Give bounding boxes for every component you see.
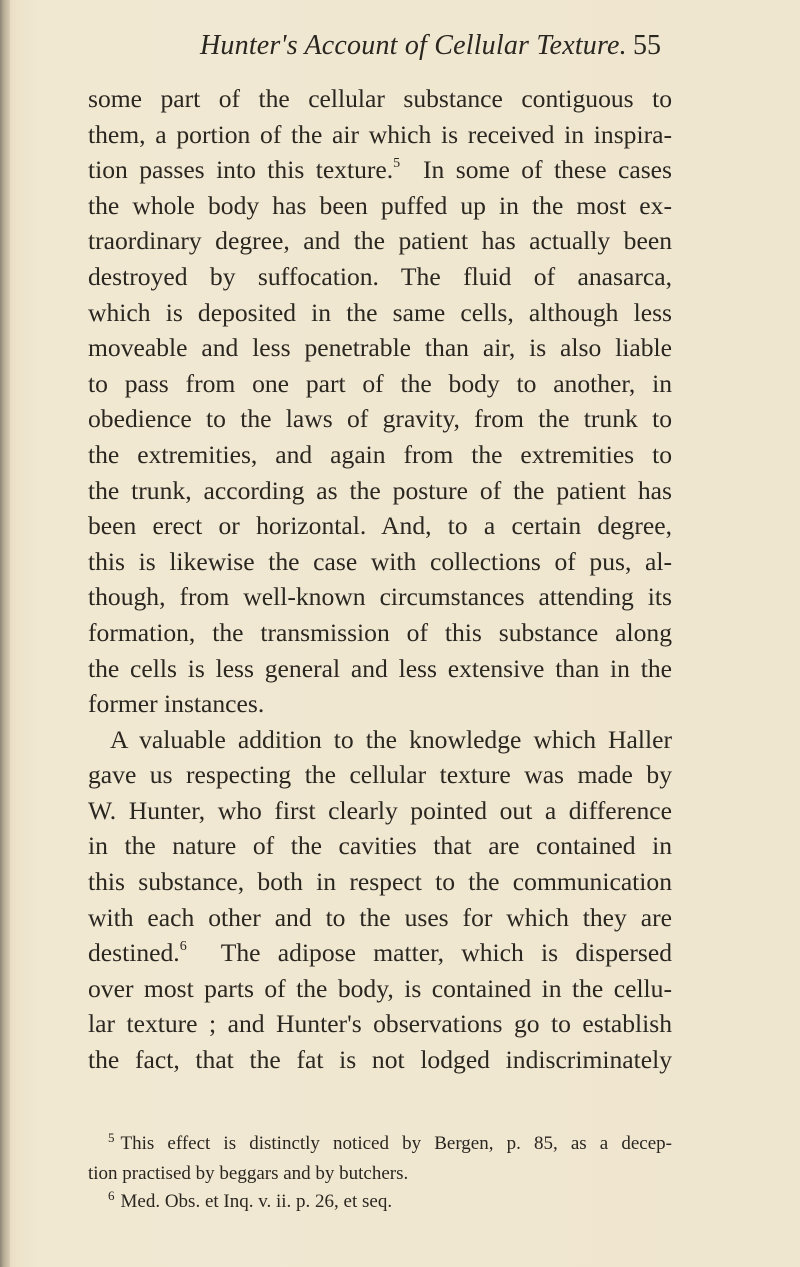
- running-title: Hunter's Account of Cellular Texture.: [200, 30, 627, 61]
- text-segment: In some of these cases: [423, 155, 672, 185]
- text-line: former instances.: [88, 689, 265, 719]
- text-line: though, from well-known circumstances attending its: [88, 582, 672, 612]
- text-line: lar texture ; and Hunter's observations go to establish: [88, 1009, 672, 1039]
- footnote-5-continued: tion practised by beggars and by butchers.: [88, 1162, 409, 1184]
- text-line: destroyed by suffocation. The fluid of anasarca,: [88, 261, 672, 291]
- footnote-mark: 6: [108, 1188, 115, 1203]
- text-line: the fact, that the fat is not lodged indiscriminately: [88, 1045, 672, 1075]
- footnote-6: [88, 1188, 672, 1218]
- footnote-text: This effect is distinctly noticed by Bergen, p. 85, as a decep-: [120, 1133, 672, 1154]
- text-line: [88, 935, 672, 971]
- text-line: moveable and less penetrable than air, is also liable: [88, 333, 672, 363]
- text-line: A valuable addition to the knowledge which Haller: [110, 724, 672, 754]
- text-line: some part of the cellular substance contiguous to: [88, 84, 672, 113]
- body-text: [88, 81, 672, 1078]
- text-line: the cells is less general and less extensive than in the: [88, 653, 672, 683]
- text-line: the whole body has been puffed up in the most ex-: [88, 190, 672, 220]
- footnote-mark: 5: [108, 1130, 115, 1145]
- text-line: W. Hunter, who first clearly pointed out a difference: [88, 795, 672, 825]
- text-line: the trunk, according as the posture of the patient has: [88, 475, 672, 505]
- footnotes: [88, 1130, 672, 1218]
- page-number: 55: [633, 30, 661, 61]
- text-line: been erect or horizontal. And, to a certain degree,: [88, 511, 672, 541]
- text-line: in the nature of the cavities that are contained in: [88, 831, 672, 861]
- text-line: obedience to the laws of gravity, from the trunk to: [88, 404, 672, 434]
- footnote-5: [88, 1130, 672, 1160]
- text-line: gave us respecting the cellular texture was made by: [88, 760, 672, 790]
- text-line: which is deposited in the same cells, although less: [88, 297, 672, 327]
- text-line: them, a portion of the air which is received in inspira-: [88, 119, 672, 149]
- footnote-ref-6: 6: [179, 938, 187, 954]
- text-line: formation, the transmission of this substance along: [88, 617, 672, 647]
- text-line: this substance, both in respect to the communication: [88, 867, 672, 897]
- text-segment: The adipose matter, which is dispersed: [220, 938, 672, 968]
- text-segment: destined.: [88, 938, 180, 968]
- footnote-ref-5: 5: [393, 155, 401, 171]
- text-line: the extremities, and again from the extremities to: [88, 439, 672, 469]
- footnote-text: Med. Obs. et Inq. v. ii. p. 26, et seq.: [120, 1191, 393, 1212]
- text-line: traordinary degree, and the patient has actually been: [88, 226, 672, 256]
- page-header: [200, 30, 660, 70]
- text-line: over most parts of the body, is contained in the cellu-: [88, 973, 672, 1003]
- text-line: [88, 152, 672, 188]
- text-segment: tion passes into this texture.: [88, 155, 394, 185]
- text-line: with each other and to the uses for which they are: [88, 902, 672, 932]
- page-gutter-shadow: [0, 0, 10, 1267]
- text-line: this is likewise the case with collections of pus, al-: [88, 546, 672, 576]
- text-line: to pass from one part of the body to another, in: [88, 368, 672, 398]
